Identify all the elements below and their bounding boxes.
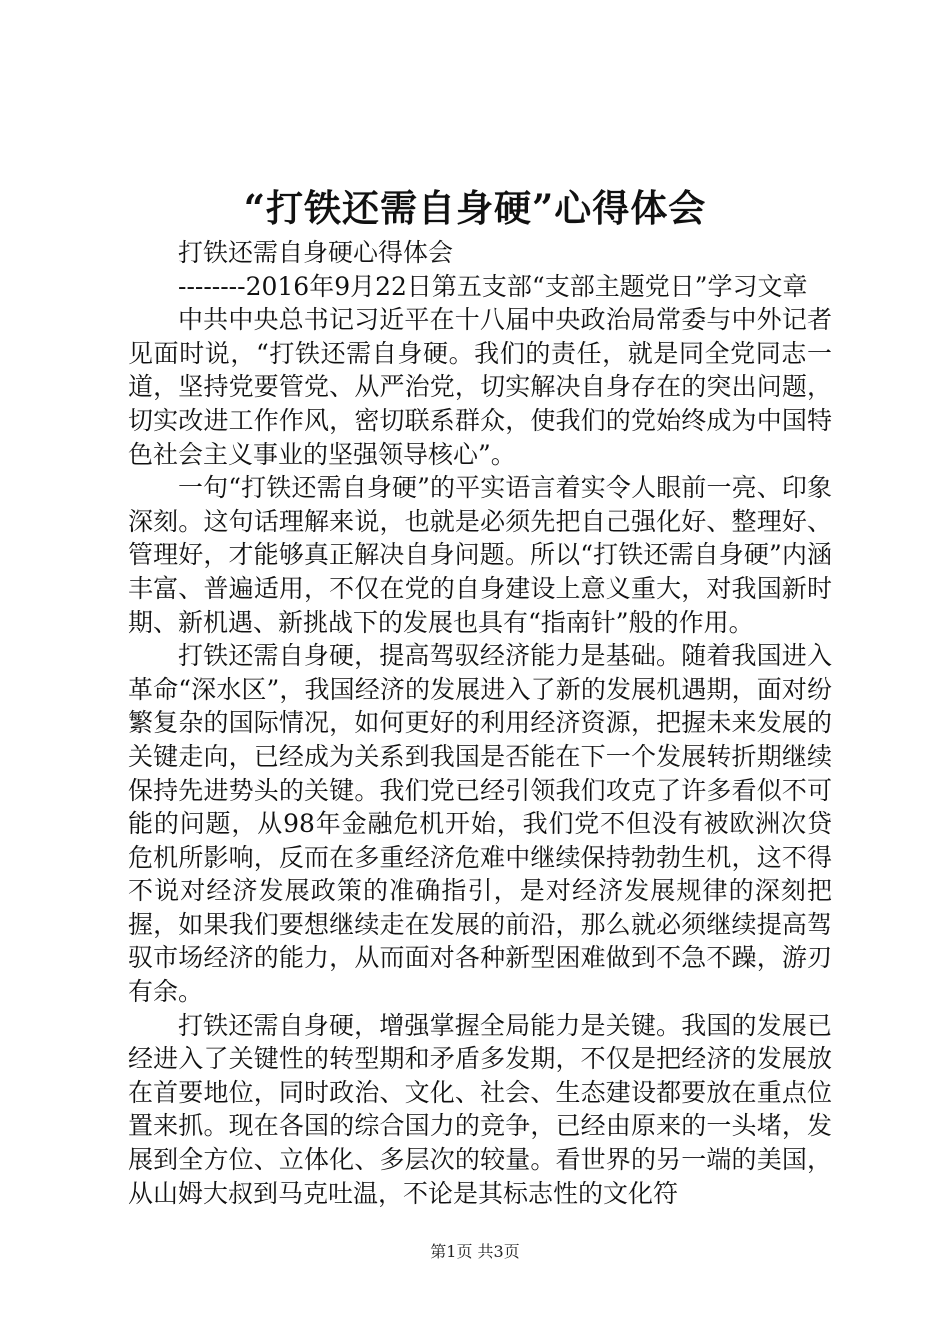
document-subtitle: 打铁还需自身硬心得体会 [178,238,454,267]
body-paragraph: 一句“打铁还需自身硬”的平实语言着实令人眼前一亮、印象深刻。这句话理解来说，也就是必须先把自己强化好、整理好、管理好，才能够真正解决自身问题。所以“打铁还需自身硬”内涵丰富、普遍适用，不仅在党的自身建设上意义重大，对我国新时期、新机遇、新挑战下的发展也具有“指南针”般的作用。 [128,473,832,637]
document-body [128,236,832,1210]
body-paragraph: 中共中央总书记习近平在十八届中央政治局常委与中外记者见面时说，“打铁还需自身硬。我们的责任，就是同全党同志一道，坚持党要管党、从严治党，切实解决自身存在的突出问题，切实改进工作作风，密切联系群众，使我们的党始终成为中国特色社会主义事业的坚强领导核心”。 [128,305,832,469]
page-number-footer: 第1页 共3页 [430,1242,520,1261]
body-paragraph: 打铁还需自身硬，增强掌握全局能力是关键。我国的发展已经进入了关键性的转型期和矛盾多发期，不仅是把经济的发展放在首要地位，同时政治、文化、社会、生态建设都要放在重点位置来抓。现在各国的综合国力的竞争，已经由原来的一头堵，发展到全方位、立体化、多层次的较量。看世界的另一端的美国，从山姆大叔到马克吐温，不论是其标志性的文化符 [128,1010,832,1208]
document-title: “打铁还需自身硬”心得体会 [243,186,707,230]
document-byline: --------2016年9月22日第五支部“支部主题党日”学习文章 [178,271,808,301]
body-paragraph: 打铁还需自身硬，提高驾驭经济能力是基础。随着我国进入革命“深水区”，我国经济的发展进入了新的发展机遇期，面对纷繁复杂的国际情况，如何更好的利用经济资源，把握未来发展的关键走向，已经成为关系到我国是否能在下一个发展转折期继续保持先进势头的关键。我们党已经引领我们攻克了许多看似不可能的问题，从98年金融危机开始，我们党不但没有被欧洲次贷危机所影响，反而在多重经济危难中继续保持勃勃生机，这不得不说对经济发展政策的准确指引，是对经济发展规律的深刻把握，如果我们要想继续走在发展的前沿，那么就必须继续提高驾驭市场经济的能力，从而面对各种新型困难做到不急不躁，游刃有余。 [128,641,832,1007]
